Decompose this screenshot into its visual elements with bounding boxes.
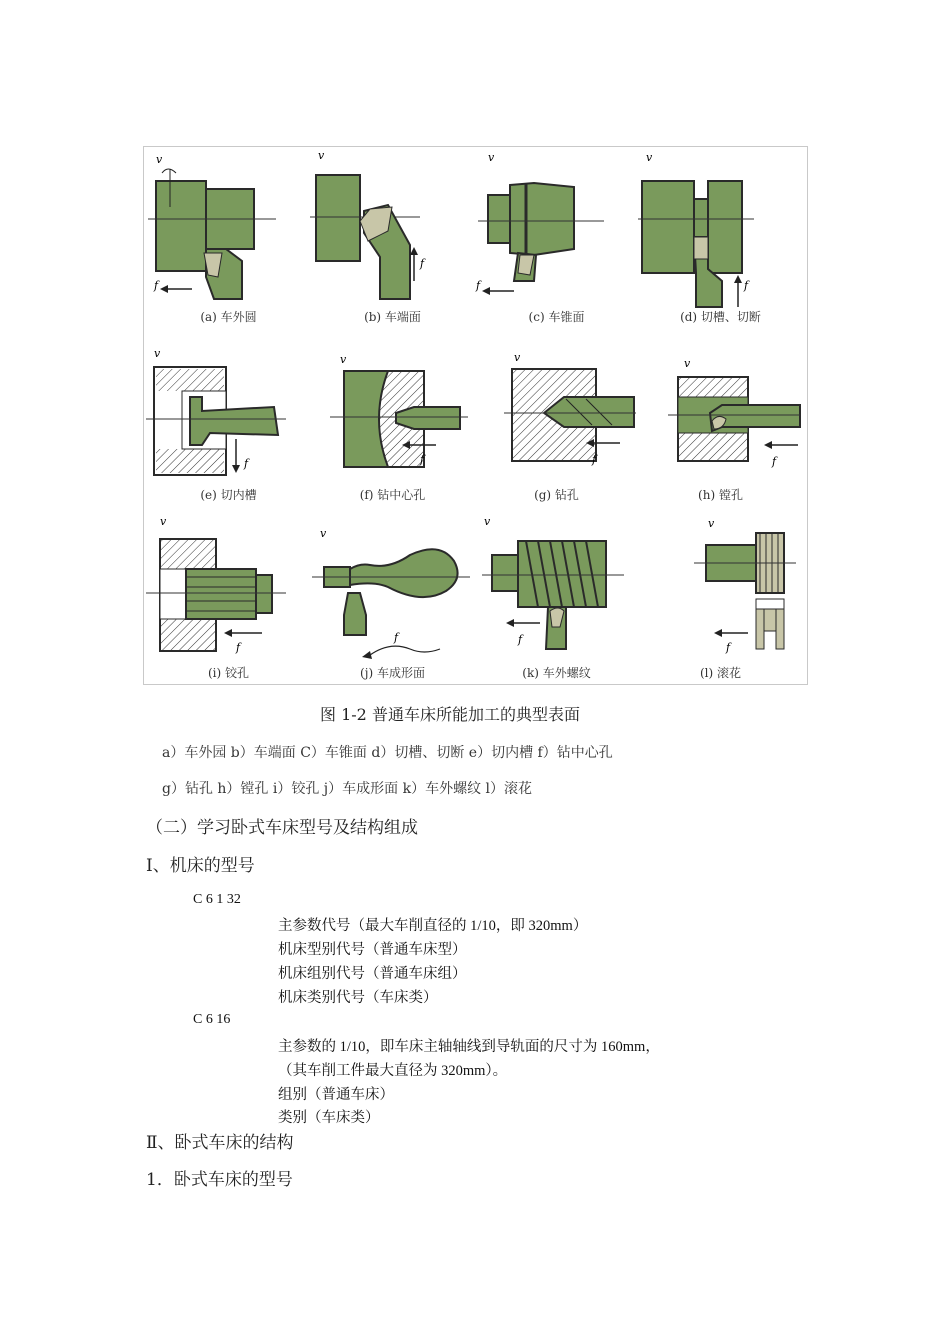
figure-caption: 图 1-2 普通车床所能加工的典型表面: [320, 705, 580, 724]
panel-c-drawing: [474, 149, 639, 327]
panel-b: [310, 149, 475, 327]
panel-d: [638, 149, 803, 327]
model1-line-1: 主参数代号（最大车削直径的 1/10，即 320mm）: [278, 918, 588, 934]
panel-g: [474, 327, 639, 505]
panel-l-drawing: [638, 505, 803, 683]
panel-k-caption: (k) 车外螺纹: [522, 666, 591, 680]
figure-subcaption-line2: g）钻孔 h）镗孔 i）铰孔 j）车成形面 k）车外螺纹 l）滚花: [162, 781, 533, 797]
panel-a-caption: (a) 车外圆: [200, 310, 257, 324]
panel-c-caption: (c) 车锥面: [528, 310, 585, 324]
panel-d-drawing: [638, 149, 803, 327]
panel-j-caption: (j) 车成形面: [360, 666, 425, 680]
svg-text:f: f: [476, 279, 481, 292]
svg-text:f: f: [726, 641, 731, 654]
model2-line-2: （其车削工件最大直径为 320mm）。: [278, 1063, 508, 1079]
svg-text:v: v: [318, 149, 325, 162]
panel-j-drawing: [310, 505, 475, 683]
figure-machining-surfaces: [143, 146, 808, 685]
panel-h: [638, 327, 803, 505]
panel-j: [310, 505, 475, 683]
panel-l: [638, 505, 803, 683]
subsection-heading-model: Ⅰ、机床的型号: [146, 856, 255, 876]
subsection-heading-structure: Ⅱ、卧式车床的结构: [146, 1133, 294, 1153]
panel-f: [310, 327, 475, 505]
svg-text:v: v: [156, 153, 163, 166]
panel-f-drawing: [310, 327, 475, 505]
panel-k: [474, 505, 639, 683]
model1-line-4: 机床类别代号（车床类）: [278, 990, 438, 1006]
panel-g-caption: (g) 钻孔: [534, 488, 579, 502]
svg-text:f: f: [420, 453, 425, 466]
svg-text:f: f: [518, 633, 523, 646]
panel-i-caption: (i) 铰孔: [207, 666, 250, 680]
panel-e-drawing: [146, 327, 311, 505]
panel-h-caption: (h) 镗孔: [698, 488, 743, 502]
model1-line-3: 机床组别代号（普通车床组）: [278, 966, 467, 982]
panel-c: [474, 149, 639, 327]
svg-text:v: v: [320, 527, 327, 540]
panel-h-drawing: [638, 327, 803, 505]
svg-text:v: v: [484, 515, 491, 528]
svg-text:v: v: [646, 151, 653, 164]
svg-text:f: f: [420, 257, 425, 270]
svg-text:v: v: [514, 351, 521, 364]
svg-text:f: f: [394, 631, 399, 644]
section-heading: （二）学习卧式车床型号及结构组成: [146, 818, 418, 838]
model2-line-4: 类别（车床类）: [278, 1110, 380, 1126]
panel-a: [146, 149, 311, 327]
panel-l-caption: (l) 滚花: [699, 666, 742, 680]
panel-e-caption: (e) 切内槽: [200, 488, 257, 502]
figure-subcaption-line1: a）车外园 b）车端面 C）车锥面 d）切槽、切断 e）切内槽 f）钻中心孔: [162, 745, 613, 761]
svg-text:f: f: [244, 457, 249, 470]
model2-code: C 6 16: [193, 1012, 231, 1027]
model2-line-1: 主参数的 1/10，即车床主轴轴线到导轨面的尺寸为 160mm，: [278, 1039, 660, 1055]
panel-g-drawing: [474, 327, 639, 505]
svg-text:f: f: [592, 453, 597, 466]
svg-text:v: v: [488, 151, 495, 164]
panel-b-drawing: [310, 149, 475, 327]
panel-i: [146, 505, 311, 683]
svg-text:f: f: [744, 279, 749, 292]
panel-k-drawing: [474, 505, 639, 683]
svg-text:v: v: [154, 347, 161, 360]
svg-text:v: v: [708, 517, 715, 530]
panel-i-drawing: [146, 505, 311, 683]
svg-text:f: f: [772, 455, 777, 468]
panel-f-caption: (f) 钻中心孔: [359, 488, 426, 502]
panel-d-caption: (d) 切槽、切断: [680, 310, 761, 324]
model2-line-3: 组别（普通车床）: [278, 1087, 394, 1103]
svg-text:f: f: [236, 641, 241, 654]
svg-text:v: v: [160, 515, 167, 528]
svg-text:v: v: [340, 353, 347, 366]
panel-a-drawing: [146, 149, 311, 327]
panel-b-caption: (b) 车端面: [364, 310, 421, 324]
model1-code: C 6 1 32: [193, 892, 241, 907]
svg-text:v: v: [684, 357, 691, 370]
item-heading-1: 1．卧式车床的型号: [146, 1170, 293, 1190]
panel-e: [146, 327, 311, 505]
model1-line-2: 机床型别代号（普通车床型）: [278, 942, 467, 958]
svg-text:f: f: [154, 279, 159, 292]
